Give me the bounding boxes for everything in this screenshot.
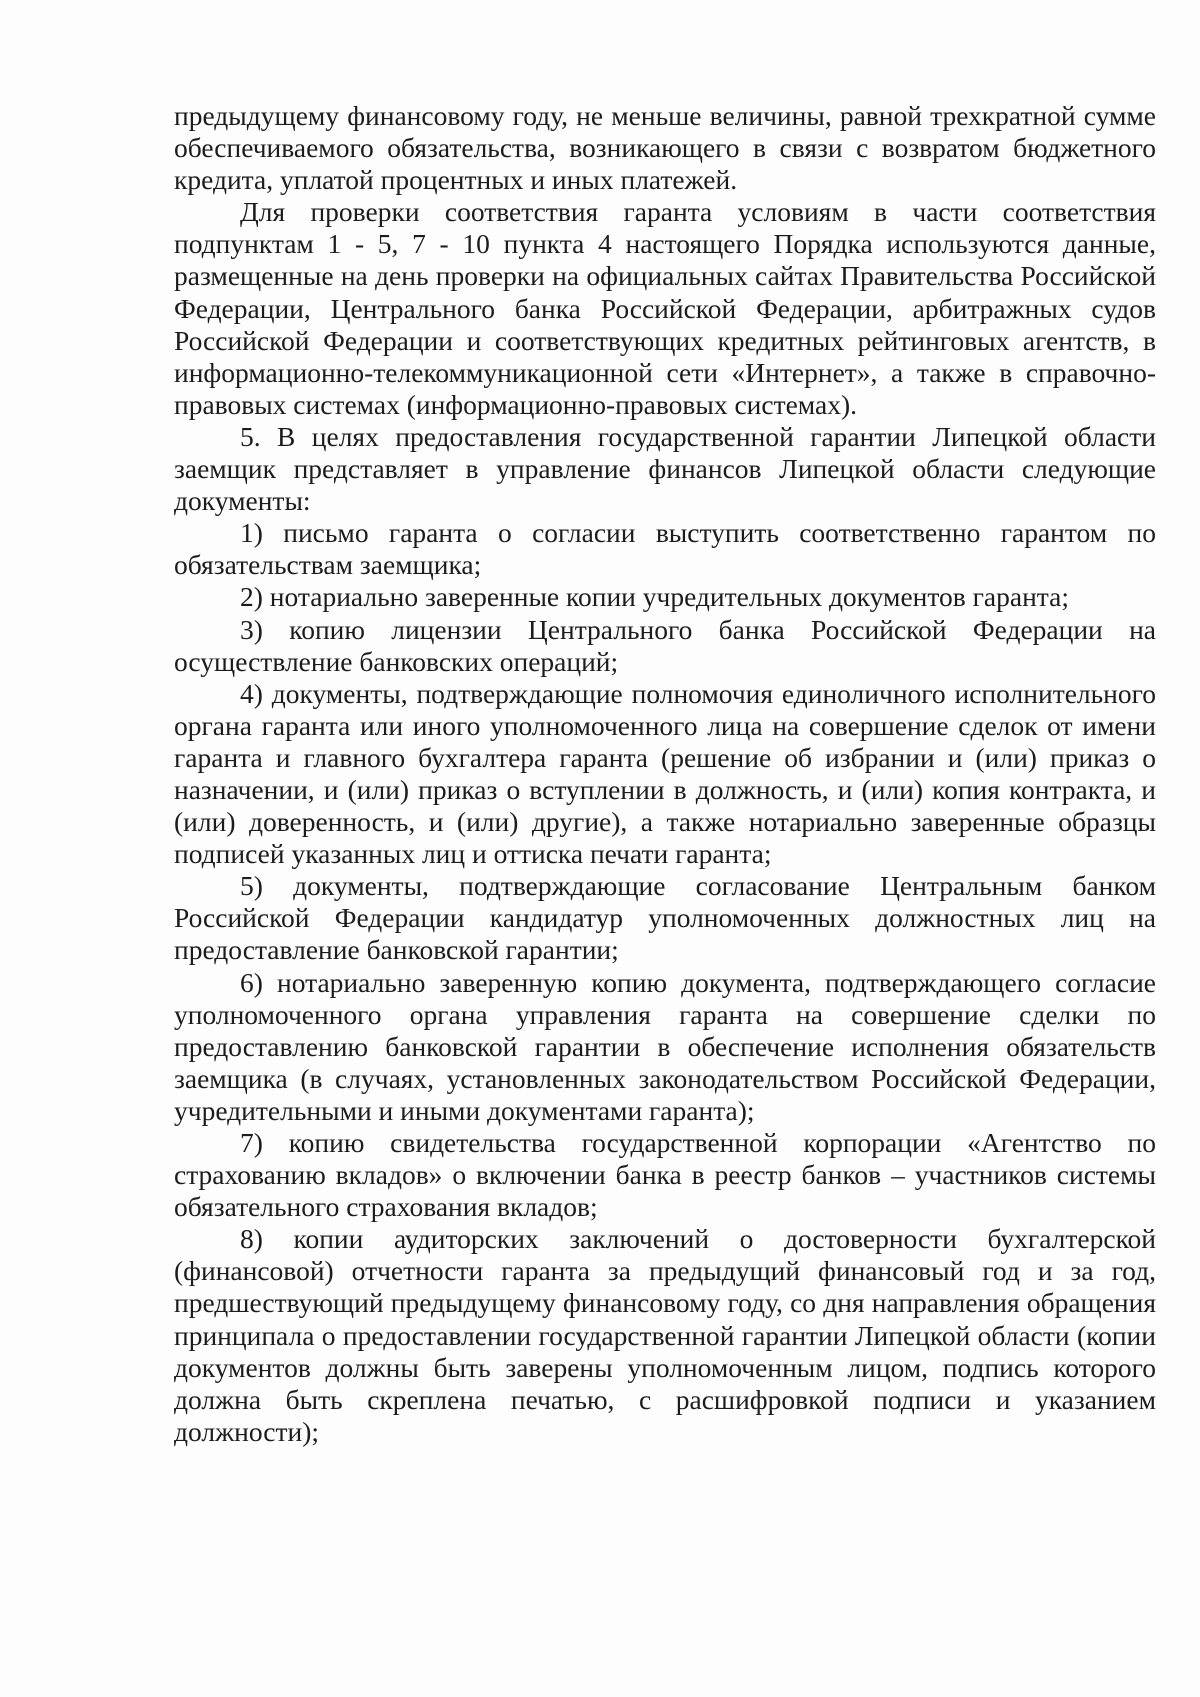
list-item-1: 1) письмо гаранта о согласии выступить соответственно гарантом по обязательствам заемщика;: [174, 517, 1156, 581]
document-body: [174, 100, 1156, 1448]
list-item-2: 2) нотариально заверенные копии учредительных документов гаранта;: [240, 581, 1069, 613]
list-item-5: 5) документы, подтверждающие согласование Центральным банком Российской Федерации кандидатур уполномоченных должностных лиц на предоставление банковской гарантии;: [174, 870, 1156, 966]
paragraph-verification: Для проверки соответствия гаранта условиям в части соответствия подпунктам 1 - 5, 7 - 10 пункта 4 настоящего Порядка используются данные, размещенные на день проверки на официальных сайтах Правительства Российской Федерации, Центрального банка Российской Федерации, арбитражных судов Российской Федерации и соответствующих кредитных рейтинговых агентств, в информационно-телекоммуникационной сети «Интернет», а также в справочно-правовых системах (информационно-правовых системах).: [174, 196, 1156, 420]
list-item-7: 7) копию свидетельства государственной корпорации «Агентство по страхованию вкладов» о включении банка в реестр банков – участников системы обязательного страхования вкладов;: [174, 1127, 1156, 1223]
list-item-6: 6) нотариально заверенную копию документа, подтверждающего согласие уполномоченного органа управления гаранта на совершение сделки по предоставлению банковской гарантии в обеспечение исполнения обязательств заемщика (в случаях, установленных законодательством Российской Федерации, учредительными и иными документами гаранта);: [174, 966, 1156, 1126]
paragraph-item-5: 5. В целях предоставления государственной гарантии Липецкой области заемщик представляет в управление финансов Липецкой области следующие документы:: [174, 420, 1156, 517]
list-item-3: 3) копию лицензии Центрального банка Российской Федерации на осуществление банковских операций;: [174, 613, 1156, 677]
list-item-4: 4) документы, подтверждающие полномочия единоличного исполнительного органа гаранта или иного уполномоченного лица на совершение сделок от имени гаранта и главного бухгалтера гаранта (решение об избрании и (или) приказ о назначении, и (или) приказ о вступлении в должность, и (или) копия контракта, и (или) доверенность, и (или) другие), а также нотариально заверенные образцы подписей указанных лиц и оттиска печати гаранта;: [174, 677, 1156, 870]
list-item-8: 8) копии аудиторских заключений о достоверности бухгалтерской (финансовой) отчетности гаранта за предыдущий финансовый год и за год, предшествующий предыдущему финансовому году, со дня направления обращения принципала о предоставлении государственной гарантии Липецкой области (копии документов должны быть заверены уполномоченным лицом, подпись которого должна быть скреплена печатью, с расшифровкой подписи и указанием должности);: [174, 1223, 1156, 1447]
paragraph-continuation: предыдущему финансовому году, не меньше величины, равной трехкратной сумме обеспечиваемого обязательства, возникающего в связи с возвратом бюджетного кредита, уплатой процентных и иных платежей.: [174, 100, 1156, 196]
